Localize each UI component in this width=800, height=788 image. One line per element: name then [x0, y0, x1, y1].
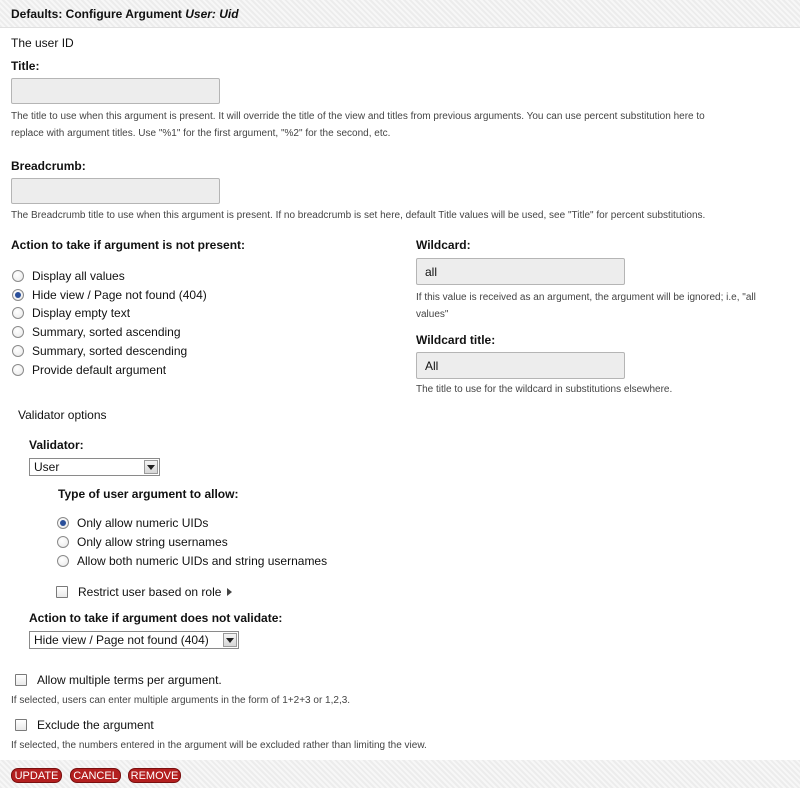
form-title-prefix: Defaults: Configure Argument: [11, 7, 186, 21]
restrict-role-checkbox-row[interactable]: [56, 585, 232, 599]
remove-button[interactable]: REMOVE: [128, 768, 181, 783]
radio-label: Summary, sorted ascending: [32, 325, 181, 339]
validator-label: Validator:: [29, 438, 84, 452]
radio-button[interactable]: [12, 326, 24, 338]
multiple-terms-checkbox-row[interactable]: [15, 673, 222, 687]
wildcard-input[interactable]: all: [416, 258, 625, 285]
restrict-role-checkbox[interactable]: [56, 586, 68, 598]
radio-display-empty-text[interactable]: [12, 305, 130, 321]
radio-display-all-values[interactable]: [12, 268, 125, 284]
radio-label: Display empty text: [32, 306, 131, 320]
restrict-role-label: Restrict user based on role: [78, 585, 222, 599]
exclude-checkbox-row[interactable]: [15, 718, 154, 732]
wildcard-description-line-1: If this value is received as an argument, the argument will be ignored; i.e, "all: [416, 292, 756, 303]
action-not-present-label: Action to take if argument is not present:: [11, 238, 246, 252]
chevron-down-icon[interactable]: [144, 460, 158, 474]
wildcard-description: [416, 289, 796, 323]
title-description: [11, 108, 791, 142]
chevron-down-icon[interactable]: [223, 633, 237, 647]
form-title: [11, 7, 239, 21]
radio-label: Provide default argument: [32, 363, 167, 377]
user-argument-type-label: Type of user argument to allow:: [58, 487, 239, 501]
update-button[interactable]: UPDATE: [11, 768, 62, 783]
radio-button[interactable]: [12, 270, 24, 282]
radio-label: Only allow string usernames: [77, 535, 228, 549]
breadcrumb-label: Breadcrumb:: [11, 159, 86, 173]
title-label: Title:: [11, 59, 40, 73]
validator-select-value: User: [34, 460, 60, 474]
radio-label: Hide view / Page not found (404): [32, 288, 207, 302]
radio-label: Summary, sorted descending: [32, 344, 188, 358]
radio-hide-view[interactable]: [12, 287, 207, 303]
radio-both-uids-usernames[interactable]: [57, 553, 327, 569]
wildcard-title-label: Wildcard title:: [416, 333, 496, 347]
breadcrumb-description: The Breadcrumb title to use when this argument is present. If no breadcrumb is set here, default Title values will be used, see "Title" for percent substitutions.: [11, 210, 706, 221]
not-validate-select-value: Hide view / Page not found (404): [34, 633, 209, 647]
wildcard-title-description: The title to use for the wildcard in substitutions elsewhere.: [416, 384, 673, 395]
intro-text: The user ID: [11, 36, 74, 50]
multiple-terms-description: If selected, users can enter multiple arguments in the form of 1+2+3 or 1,2,3.: [11, 695, 351, 706]
radio-summary-ascending[interactable]: [12, 324, 181, 340]
radio-numeric-uids[interactable]: [57, 515, 208, 531]
exclude-checkbox[interactable]: [15, 719, 27, 731]
radio-button[interactable]: [12, 307, 24, 319]
radio-button[interactable]: [12, 289, 24, 301]
radio-button[interactable]: [57, 536, 69, 548]
multiple-terms-checkbox[interactable]: [15, 674, 27, 686]
breadcrumb-input[interactable]: [11, 178, 220, 204]
radio-string-usernames[interactable]: [57, 534, 228, 550]
not-validate-label: Action to take if argument does not validate:: [29, 611, 283, 625]
title-input[interactable]: [11, 78, 220, 104]
not-validate-select[interactable]: [29, 631, 239, 649]
radio-label: Allow both numeric UIDs and string usernames: [77, 554, 328, 568]
wildcard-description-line-2: values": [416, 309, 449, 320]
validator-options-heading: Validator options: [18, 408, 107, 422]
cancel-button[interactable]: CANCEL: [70, 768, 121, 783]
validator-select[interactable]: [29, 458, 160, 476]
radio-summary-descending[interactable]: [12, 343, 187, 359]
expand-arrow-icon[interactable]: [227, 588, 232, 596]
title-description-line-1: The title to use when this argument is present. It will override the title of the view and titles from previous arguments. You can use percent substitution here to: [11, 111, 705, 122]
exclude-label: Exclude the argument: [37, 718, 154, 732]
radio-button[interactable]: [12, 345, 24, 357]
title-description-line-2: replace with argument titles. Use "%1" for the first argument, "%2" for the second, etc.: [11, 128, 391, 139]
exclude-description: If selected, the numbers entered in the argument will be excluded rather than limiting the view.: [11, 740, 427, 751]
radio-label: Only allow numeric UIDs: [77, 516, 209, 530]
form-header: [0, 0, 800, 28]
radio-button[interactable]: [12, 364, 24, 376]
radio-provide-default-argument[interactable]: [12, 362, 166, 378]
radio-button[interactable]: [57, 555, 69, 567]
wildcard-label: Wildcard:: [416, 238, 471, 252]
form-title-argument: User: Uid: [185, 7, 239, 21]
wildcard-title-input[interactable]: All: [416, 352, 625, 379]
radio-label: Display all values: [32, 269, 125, 283]
multiple-terms-label: Allow multiple terms per argument.: [37, 673, 222, 687]
radio-button[interactable]: [57, 517, 69, 529]
